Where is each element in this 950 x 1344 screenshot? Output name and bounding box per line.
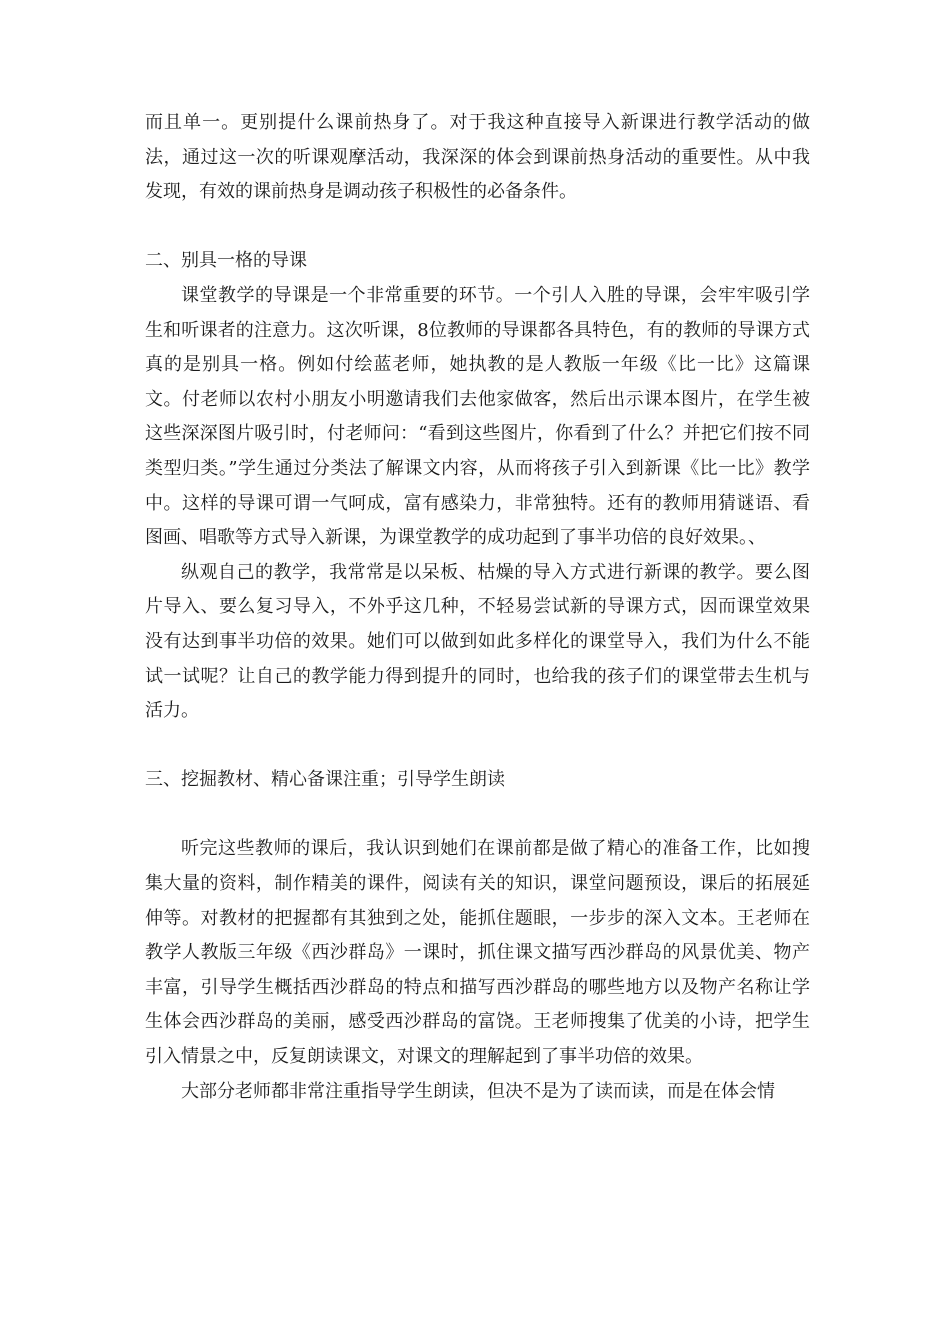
section-3-paragraph-2: 大部分老师都非常注重指导学生朗读，但决不是为了读而读，而是在体会情 — [181, 1080, 775, 1102]
spacer — [145, 729, 810, 764]
document-body — [145, 106, 810, 1109]
section-heading-2: 二、别具一格的导课 — [145, 250, 307, 272]
section-2-paragraph-2: 纵观自己的教学，我常常是以呆板、枯燥的导入方式进行新课的教学。要么图片导入、要么复习导入，不外乎这几种，不轻易尝试新的导课方式，因而课堂效果没有达到事半功倍的效果。她们可以做到如此多样化的课堂导入，我们为什么不能试一试呢？让自己的教学能力得到提升的同时，也给我的孩子们的课堂带去生机与活力。 — [145, 561, 810, 722]
intro-paragraph: 而且单一。更别提什么课前热身了。对于我这种直接导入新课进行教学活动的做法，通过这一次的听课观摩活动，我深深的体会到课前热身活动的重要性。从中我发现，有效的课前热身是调动孩子积极性的必备条件。 — [145, 112, 810, 203]
section-heading-3: 三、挖掘教材、精心备课注重；引导学生朗读 — [145, 769, 505, 791]
spacer — [145, 798, 810, 833]
section-3-paragraph-1: 听完这些教师的课后，我认识到她们在课前都是做了精心的准备工作，比如搜集大量的资料，制作精美的课件，阅读有关的知识，课堂问题预设，课后的拓展延伸等。对教材的把握都有其独到之处，能抓住题眼，一步步的深入文本。王老师在教学人教版三年级《西沙群岛》一课时，抓住课文描写西沙群岛的风景优美、物产丰富，引导学生概括西沙群岛的特点和描写西沙群岛的哪些地方以及物产名称让学生体会西沙群岛的美丽，感受西沙群岛的富饶。王老师搜集了优美的小诗，把学生引入情景之中，反复朗读课文，对课文的理解起到了事半功倍的效果。 — [145, 838, 810, 1068]
section-2-paragraph-1: 课堂教学的导课是一个非常重要的环节。一个引人入胜的导课，会牢牢吸引学生和听课者的注意力。这次听课，8位教师的导课都各具特色，有的教师的导课方式真的是别具一格。例如付绘蓝老师，她执教的是人教版一年级《比一比》这篇课文。付老师以农村小朋友小明邀请我们去他家做客，然后出示课本图片，在学生被这些深深图片吸引时，付老师问：“看到这些图片，你看到了什么？并把它们按不同类型归类。”学生通过分类法了解课文内容，从而将孩子引入到新课《比一比》教学中。这样的导课可谓一气呵成，富有感染力，非常独特。还有的教师用猜谜语、看图画、唱歌等方式导入新课，为课堂教学的成功起到了事半功倍的良好效果。、 — [145, 284, 810, 549]
spacer — [145, 210, 810, 245]
